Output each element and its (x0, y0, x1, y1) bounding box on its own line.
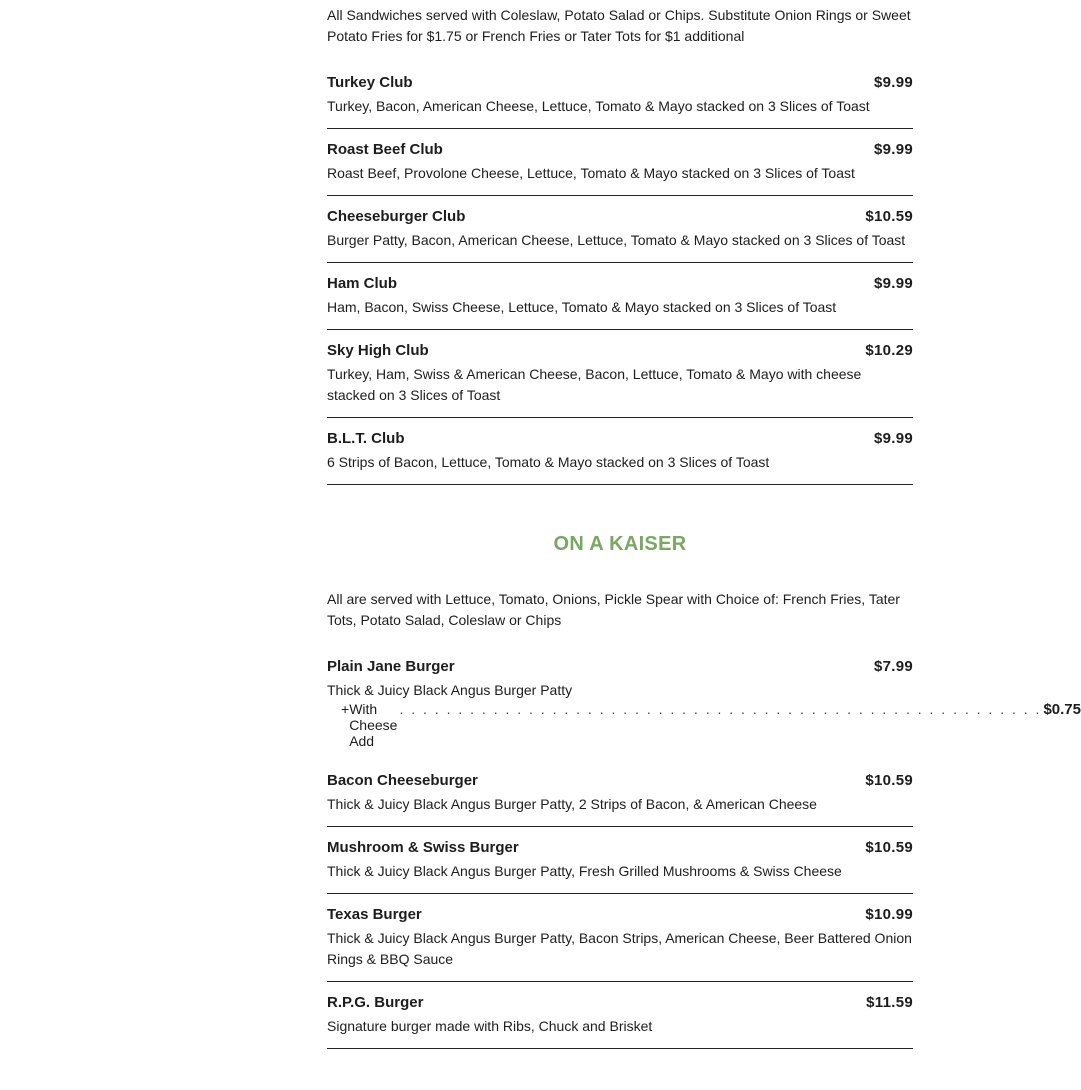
item-name: Texas Burger (327, 906, 422, 923)
item-price: $11.59 (866, 994, 913, 1011)
menu-item (327, 658, 1081, 760)
menu-item (327, 342, 913, 418)
item-price: $9.99 (873, 430, 913, 447)
leader-dots: . . . . . . . . . . . . . . . . . . . . . . . . . . . . . . . . . . . . . . . . . . . . . . . . . . . . . . . (399, 701, 1042, 717)
clubs-intro: All Sandwiches served with Coleslaw, Potato Salad or Chips. Substitute Onion Rings or Sweet Potato Fries for $1.75 or French Fries or Tater Tots for $1 additional (327, 7, 911, 44)
item-description: Roast Beef, Provolone Cheese, Lettuce, Tomato & Mayo stacked on 3 Slices of Toast (327, 165, 855, 181)
item-description: Thick & Juicy Black Angus Burger Patty (327, 682, 573, 698)
menu-item (327, 430, 913, 485)
kaiser-intro: All are served with Lettuce, Tomato, Onions, Pickle Spear with Choice of: French Fries, Tater Tots, Potato Salad, Coleslaw or Chips (327, 591, 900, 628)
addon-row (327, 701, 1081, 749)
item-name: Sky High Club (327, 342, 429, 359)
item-name: Cheeseburger Club (327, 208, 466, 225)
item-description: Signature burger made with Ribs, Chuck and Brisket (327, 1018, 653, 1034)
item-description: Thick & Juicy Black Angus Burger Patty, 2 Strips of Bacon, & American Cheese (327, 796, 817, 812)
menu-item (327, 208, 913, 263)
item-description: Turkey, Ham, Swiss & American Cheese, Bacon, Lettuce, Tomato & Mayo with cheese stacked on 3 Slices of Toast (327, 366, 862, 403)
item-price: $10.99 (865, 906, 913, 923)
menu-item (327, 994, 913, 1049)
item-name: Bacon Cheeseburger (327, 772, 478, 789)
item-name: B.L.T. Club (327, 430, 405, 447)
menu-column (327, 0, 1081, 1049)
item-price: $10.59 (865, 772, 913, 789)
item-description: 6 Strips of Bacon, Lettuce, Tomato & Mayo stacked on 3 Slices of Toast (327, 454, 770, 470)
item-price: $10.59 (865, 208, 913, 225)
item-name: Roast Beef Club (327, 141, 443, 158)
addon-symbol: + (341, 701, 350, 717)
menu-item (327, 839, 913, 894)
item-name: Turkey Club (327, 74, 413, 91)
item-description: Burger Patty, Bacon, American Cheese, Lettuce, Tomato & Mayo stacked on 3 Slices of Toast (327, 232, 906, 248)
section-heading: ON A KAISER (553, 533, 687, 555)
item-price: $9.99 (873, 275, 913, 292)
addon-price: $0.75 (1043, 701, 1081, 718)
menu-item (327, 772, 913, 827)
menu-item (327, 74, 913, 129)
menu-item (327, 141, 913, 196)
item-price: $9.99 (873, 74, 913, 91)
addon-label: With Cheese Add (349, 701, 398, 749)
item-name: Ham Club (327, 275, 398, 292)
item-price: $9.99 (873, 141, 913, 158)
menu-item (327, 275, 913, 330)
item-price: $10.29 (865, 342, 913, 359)
item-price: $10.59 (865, 839, 913, 856)
item-name: Mushroom & Swiss Burger (327, 839, 519, 856)
item-name: R.P.G. Burger (327, 994, 424, 1011)
item-description: Turkey, Bacon, American Cheese, Lettuce, Tomato & Mayo stacked on 3 Slices of Toast (327, 98, 870, 114)
menu-item (327, 906, 913, 982)
item-description: Thick & Juicy Black Angus Burger Patty, Fresh Grilled Mushrooms & Swiss Cheese (327, 863, 842, 879)
item-name: Plain Jane Burger (327, 658, 455, 675)
item-description: Thick & Juicy Black Angus Burger Patty, Bacon Strips, American Cheese, Beer Battered Onion Rings & BBQ Sauce (327, 930, 912, 967)
item-description: Ham, Bacon, Swiss Cheese, Lettuce, Tomato & Mayo stacked on 3 Slices of Toast (327, 299, 837, 315)
item-price: $7.99 (873, 658, 913, 675)
